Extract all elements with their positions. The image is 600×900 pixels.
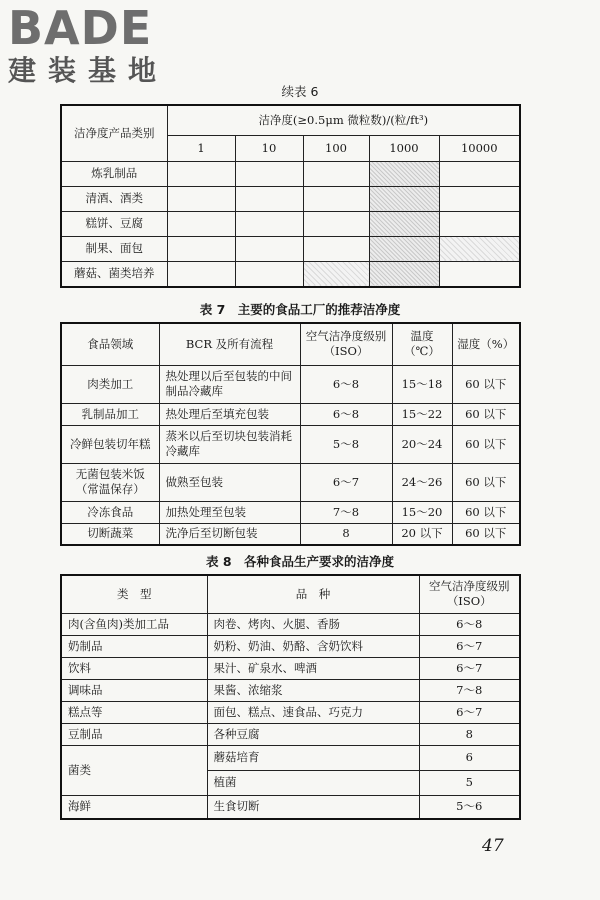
table8-iso: 6 [419, 745, 520, 770]
table6-level: 1000 [369, 135, 439, 161]
table-row [61, 635, 520, 657]
table-row [61, 501, 520, 523]
table8-type: 糕点等 [61, 701, 207, 723]
table7-field: 无菌包装米饭（常温保存） [61, 463, 159, 501]
table7-iso: 6～7 [300, 463, 392, 501]
table7-temp: 20～24 [392, 425, 452, 463]
table8-variety: 面包、糕点、速食品、巧克力 [207, 701, 419, 723]
table8-iso: 6～7 [419, 635, 520, 657]
table8 [60, 574, 521, 820]
table7-humidity: 60 以下 [452, 501, 520, 523]
table8-type: 奶制品 [61, 635, 207, 657]
table7-iso: 8 [300, 523, 392, 545]
table6-level: 10 [235, 135, 303, 161]
table7-header-humidity: 湿度（%） [452, 323, 520, 365]
table6-cell-shaded [369, 211, 439, 236]
table-row [61, 403, 520, 425]
table7-humidity: 60 以下 [452, 365, 520, 403]
table6-row [61, 161, 520, 186]
table-row [61, 613, 520, 635]
table7-iso: 7～8 [300, 501, 392, 523]
table6-row [61, 211, 520, 236]
table8-iso: 7～8 [419, 679, 520, 701]
table8-header-variety: 品 种 [207, 575, 419, 613]
table8-variety: 生食切断 [207, 795, 419, 819]
table6-level: 100 [303, 135, 369, 161]
table8-type: 调味品 [61, 679, 207, 701]
table7-iso: 6～8 [300, 365, 392, 403]
table8-header-type: 类 型 [61, 575, 207, 613]
logo [8, 1, 169, 88]
table6-cell [303, 236, 369, 261]
table6-level: 1 [167, 135, 235, 161]
table7-temp: 15～18 [392, 365, 452, 403]
table8-variety: 肉卷、烤肉、火腿、香肠 [207, 613, 419, 635]
table8-iso: 6～7 [419, 701, 520, 723]
table8-type: 海鲜 [61, 795, 207, 819]
table6-cell-shaded [369, 236, 439, 261]
table8-variety: 植菌 [207, 770, 419, 795]
table6-cell-shaded [369, 261, 439, 287]
table7-temp: 15～20 [392, 501, 452, 523]
table6-row-name: 糕饼、豆腐 [61, 211, 167, 236]
table7-temp: 15～22 [392, 403, 452, 425]
table6-cell [235, 161, 303, 186]
table-row [61, 523, 520, 545]
table6-cell-shaded [369, 186, 439, 211]
table8-variety: 各种豆腐 [207, 723, 419, 745]
table6-row [61, 261, 520, 287]
table6-cell-shaded [303, 261, 369, 287]
table6-row-name: 清酒、酒类 [61, 186, 167, 211]
table7-bcr: 做熟至包装 [159, 463, 300, 501]
table6-cell [303, 186, 369, 211]
table-row [61, 657, 520, 679]
table6-cell [167, 261, 235, 287]
table7-temp: 20 以下 [392, 523, 452, 545]
logo-text-en: BADE [8, 1, 153, 55]
table8-type: 豆制品 [61, 723, 207, 745]
table8-variety: 奶粉、奶油、奶酪、含奶饮料 [207, 635, 419, 657]
table6-cell [439, 211, 520, 236]
table6-row-name: 制果、面包 [61, 236, 167, 261]
table7-field: 肉类加工 [61, 365, 159, 403]
table6 [60, 104, 521, 288]
table-row [61, 463, 520, 501]
table7-bcr: 加热处理至包装 [159, 501, 300, 523]
table7-bcr: 洗净后至切断包装 [159, 523, 300, 545]
table6-cell [235, 186, 303, 211]
table8-type: 菌类 [61, 745, 207, 795]
table8-iso: 5 [419, 770, 520, 795]
table6-cell [303, 211, 369, 236]
table6-cell [235, 261, 303, 287]
table7-humidity: 60 以下 [452, 403, 520, 425]
table-row [61, 701, 520, 723]
table8-iso: 6～8 [419, 613, 520, 635]
table7-caption: 表 7 主要的食品工厂的推荐洁净度 [199, 302, 401, 317]
table8-variety: 果酱、浓缩浆 [207, 679, 419, 701]
table6-caption: 续表 6 [281, 84, 319, 99]
table7-field: 乳制品加工 [61, 403, 159, 425]
table6-row-name: 蘑菇、菌类培养 [61, 261, 167, 287]
table8-header-iso: 空气洁净度级别（ISO） [419, 575, 520, 613]
table8-iso: 6～7 [419, 657, 520, 679]
table7-header-bcr: BCR 及所有流程 [159, 323, 300, 365]
logo-text-cn: 建装基地 [8, 54, 169, 87]
table6-cell [167, 236, 235, 261]
table6-cell [167, 161, 235, 186]
table-row [61, 723, 520, 745]
table-row [61, 365, 520, 403]
table8-type: 肉(含鱼肉)类加工品 [61, 613, 207, 635]
table7-bcr: 热处理后至填充包装 [159, 403, 300, 425]
table7-bcr: 蒸米以后至切块包装消耗冷藏库 [159, 425, 300, 463]
table6-row [61, 236, 520, 261]
table7-header-field: 食品领域 [61, 323, 159, 365]
table-row [61, 425, 520, 463]
table6-cell [303, 161, 369, 186]
table7-field: 冷鲜包装切年糕 [61, 425, 159, 463]
table6-cell [439, 186, 520, 211]
table6-level: 10000 [439, 135, 520, 161]
table8-iso: 5～6 [419, 795, 520, 819]
table8-iso: 8 [419, 723, 520, 745]
table7-iso: 6～8 [300, 403, 392, 425]
table8-caption: 表 8 各种食品生产要求的洁净度 [205, 554, 395, 569]
table6-cell [167, 211, 235, 236]
table6-cell [235, 211, 303, 236]
table-row [61, 679, 520, 701]
table6-header-cleanliness: 洁净度(≥0.5μm 微粒数)/(粒/ft³) [167, 105, 520, 135]
table6-cell [235, 236, 303, 261]
table6-row-name: 炼乳制品 [61, 161, 167, 186]
table-row [61, 795, 520, 819]
table7-bcr: 热处理以后至包装的中间制品冷藏库 [159, 365, 300, 403]
table7 [60, 322, 521, 546]
table-row [61, 745, 520, 770]
table6-cell-shaded [369, 161, 439, 186]
page-number: 47 [482, 836, 504, 856]
table7-header-temp: 温度（℃） [392, 323, 452, 365]
table6-header-category: 洁净度产品类别 [61, 105, 167, 161]
table7-humidity: 60 以下 [452, 425, 520, 463]
table6-cell-shaded [439, 236, 520, 261]
table7-field: 冷冻食品 [61, 501, 159, 523]
table7-humidity: 60 以下 [452, 523, 520, 545]
table7-field: 切断蔬菜 [61, 523, 159, 545]
table8-variety: 蘑菇培育 [207, 745, 419, 770]
table6-cell [439, 161, 520, 186]
table6-cell [167, 186, 235, 211]
table7-iso: 5～8 [300, 425, 392, 463]
table7-humidity: 60 以下 [452, 463, 520, 501]
table6-row [61, 186, 520, 211]
table8-type: 饮料 [61, 657, 207, 679]
table6-cell [439, 261, 520, 287]
table7-header-iso: 空气洁净度级别（ISO） [300, 323, 392, 365]
table7-temp: 24～26 [392, 463, 452, 501]
table8-variety: 果汁、矿泉水、啤酒 [207, 657, 419, 679]
